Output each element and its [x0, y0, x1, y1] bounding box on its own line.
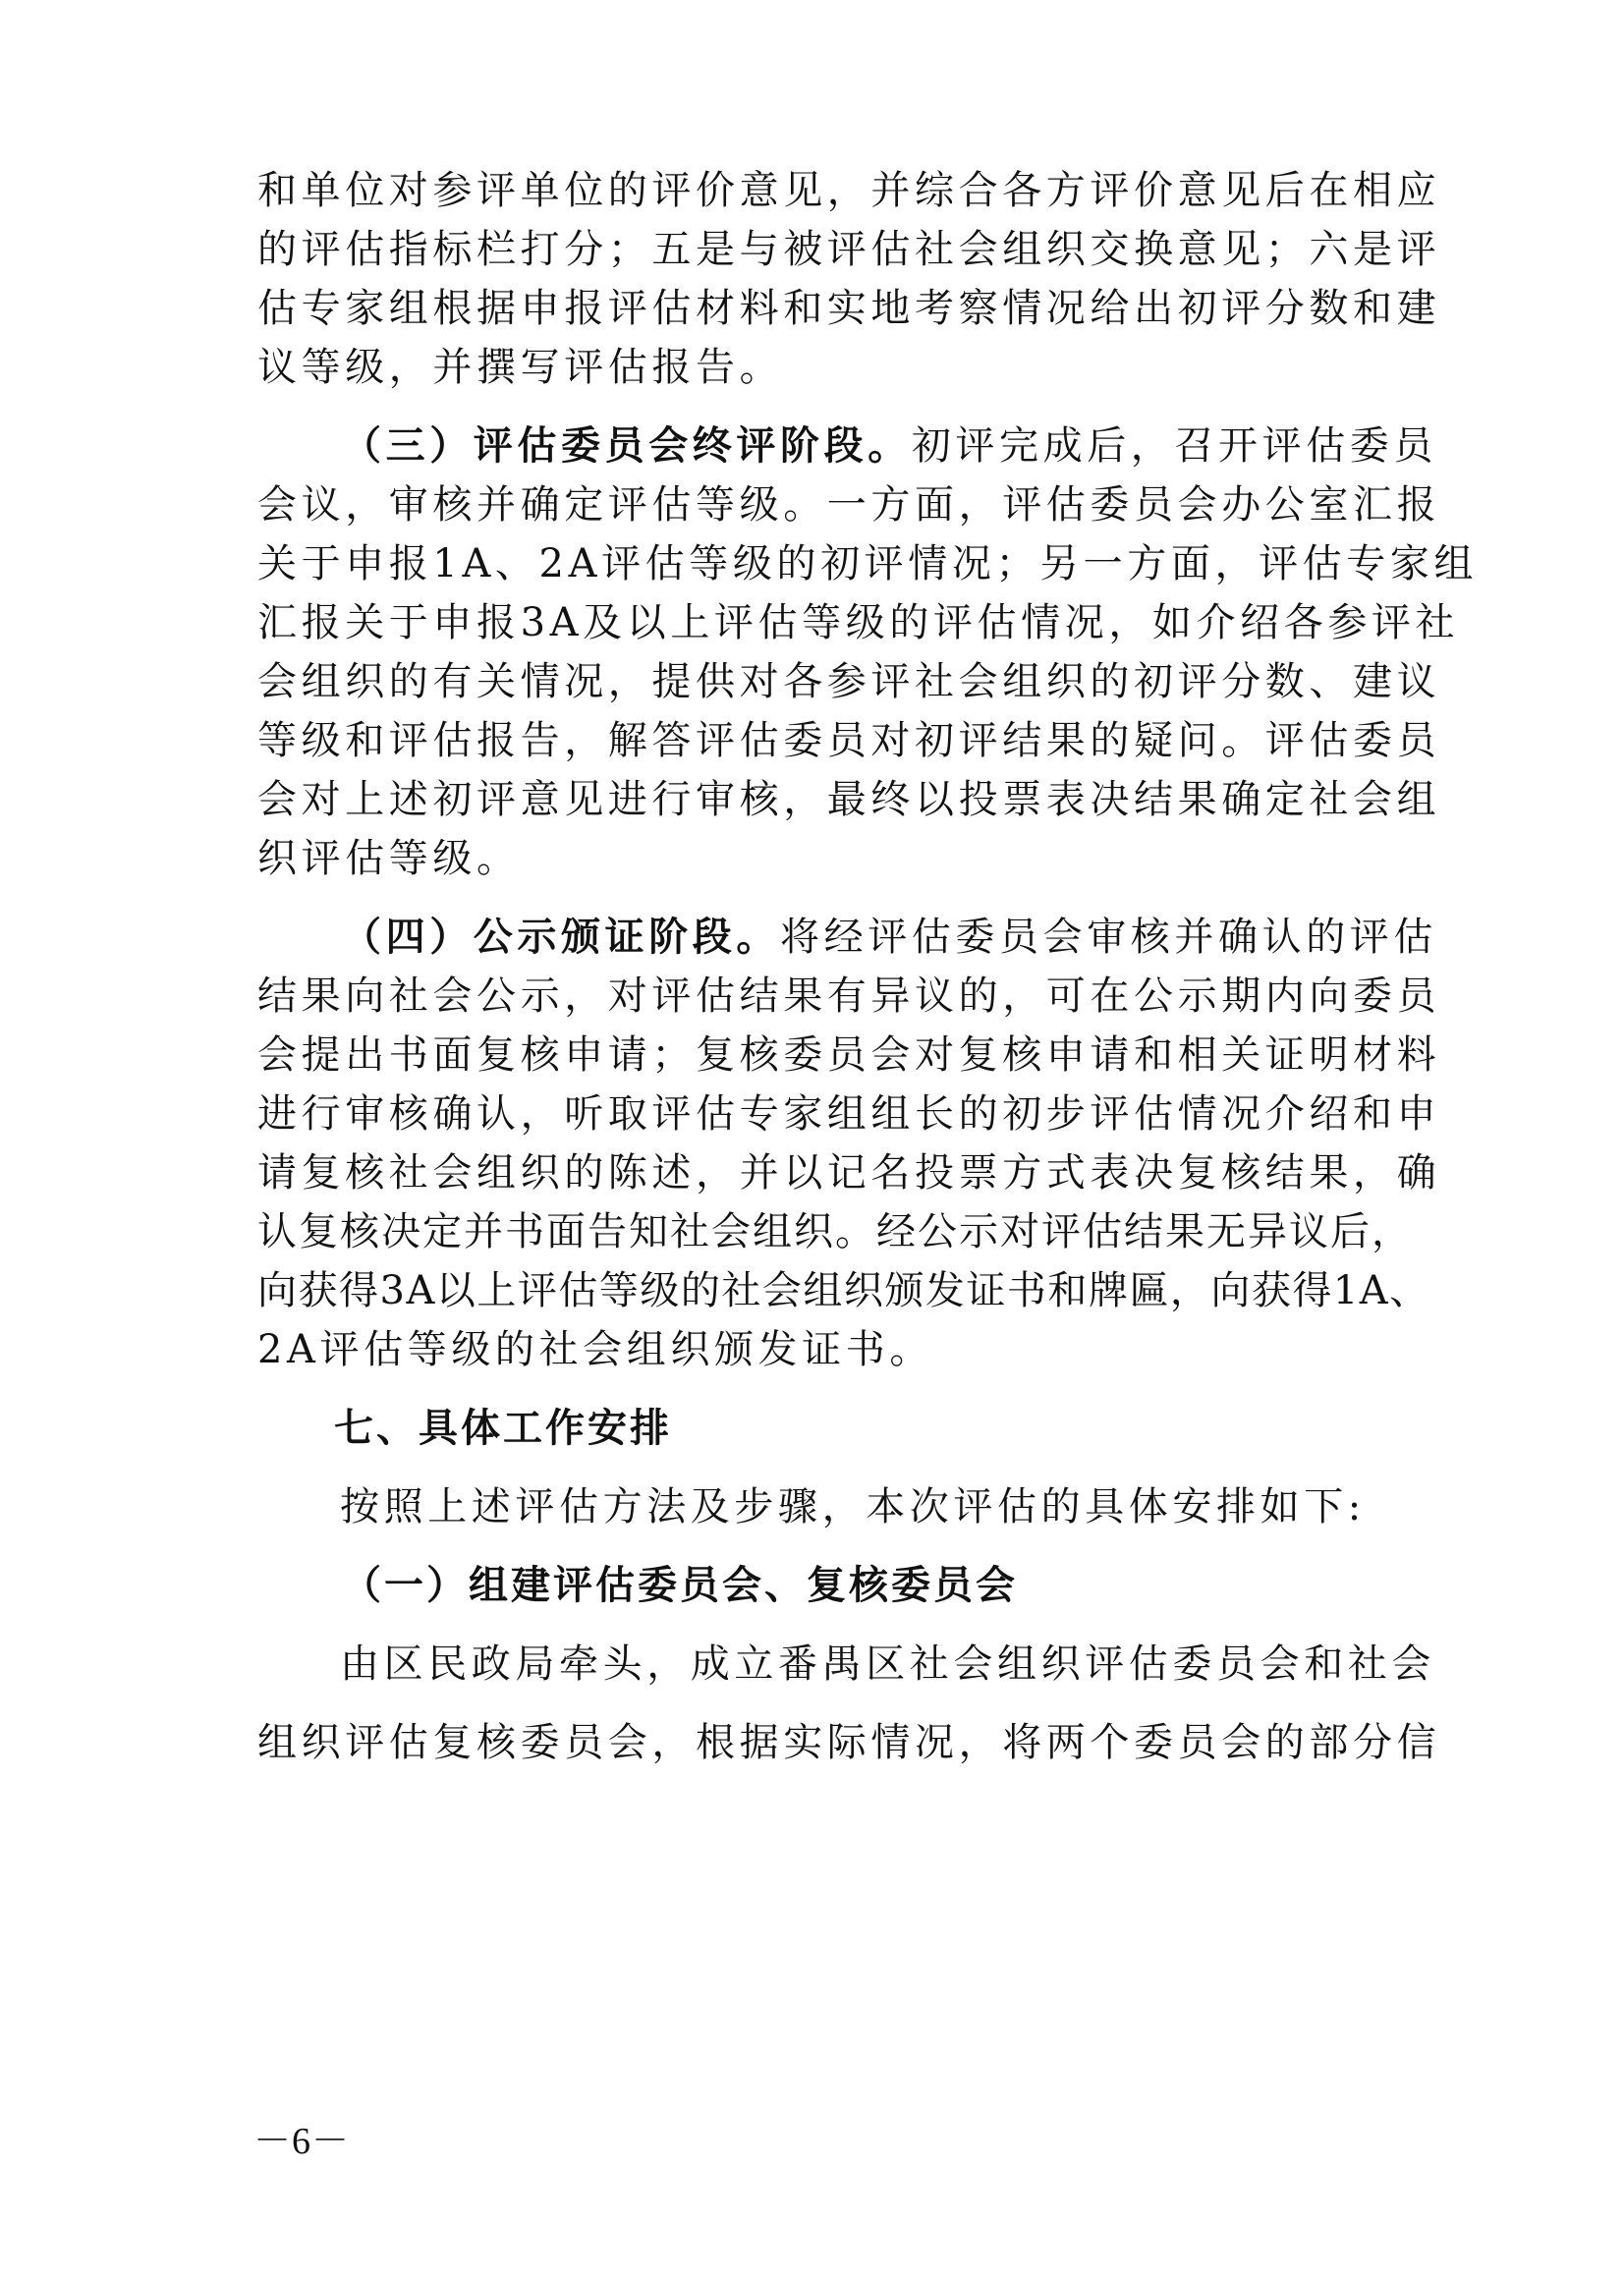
text-line: 织评估等级。: [257, 836, 521, 881]
text-line: 组织评估复核委员会，根据实际情况，将两个委员会的部分信: [257, 1720, 1441, 1765]
text-line: 估专家组根据申报评估材料和实地考察情况给出初评分数和建: [257, 286, 1441, 331]
subheading: （一）组建评估委员会、复核委员会: [342, 1563, 1018, 1608]
text-line: 和单位对参评单位的评价意见，并综合各方评价意见后在相应: [257, 168, 1441, 213]
text-line: 汇报关于申报3A及以上评估等级的评估情况，如介绍各参评社: [257, 600, 1460, 645]
text-line: 结果向社会公示，对评估结果有异议的，可在公示期内向委员: [257, 973, 1441, 1019]
text-line: 议等级，并撰写评估报告。: [257, 345, 784, 390]
text-line: 由区民政局牵头，成立番禺区社会组织评估委员会和社会: [340, 1641, 1435, 1687]
text-line: 会组织的有关情况，提供对各参评社会组织的初评分数、建议: [257, 659, 1441, 704]
text-line: 等级和评估报告，解答评估委员对初评结果的疑问。评估委员: [257, 718, 1441, 763]
text-line: 进行审核确认，听取评估专家组组长的初步评估情况介绍和申: [257, 1091, 1441, 1137]
text-line: 认复核决定并书面告知社会组织。经公示对评估结果无异议后，: [257, 1209, 1413, 1254]
text-line: 的评估指标栏打分；五是与被评估社会组织交换意见；六是评: [257, 227, 1441, 272]
subsection-four-title: （四）公示颁证阶段。: [342, 915, 780, 960]
subsection-four-line: [342, 914, 1533, 961]
subsection-three-line: [342, 422, 1533, 470]
text-line: 会议，审核并确定评估等级。一方面，评估委员会办公室汇报: [257, 482, 1441, 528]
page-number: －6－: [253, 2121, 351, 2162]
section-heading: 七、具体工作安排: [334, 1406, 672, 1451]
subsection-four-text: 将经评估委员会审核并确认的评估: [780, 915, 1437, 960]
text-line: 关于申报1A、2A评估等级的初评情况；另一方面，评估专家组: [257, 541, 1479, 586]
subsection-three-text: 初评完成后，召开评估委员: [911, 423, 1438, 469]
text-line: 请复核社会组织的陈述，并以记名投票方式表决复核结果，确: [257, 1150, 1441, 1196]
text-line: 会提出书面复核申请；复核委员会对复核申请和相关证明材料: [257, 1032, 1441, 1078]
subsection-three-title: （三）评估委员会终评阶段。: [342, 423, 912, 469]
text-line: 会对上述初评意见进行审核，最终以投票表决结果确定社会组: [257, 777, 1441, 822]
text-line: 2A评估等级的社会组织颁发证书。: [257, 1327, 933, 1372]
intro-line: 按照上述评估方法及步骤，本次评估的具体安排如下:: [340, 1484, 1366, 1529]
text-line: 向获得3A以上评估等级的社会组织颁发证书和牌匾，向获得1A、: [257, 1268, 1430, 1313]
